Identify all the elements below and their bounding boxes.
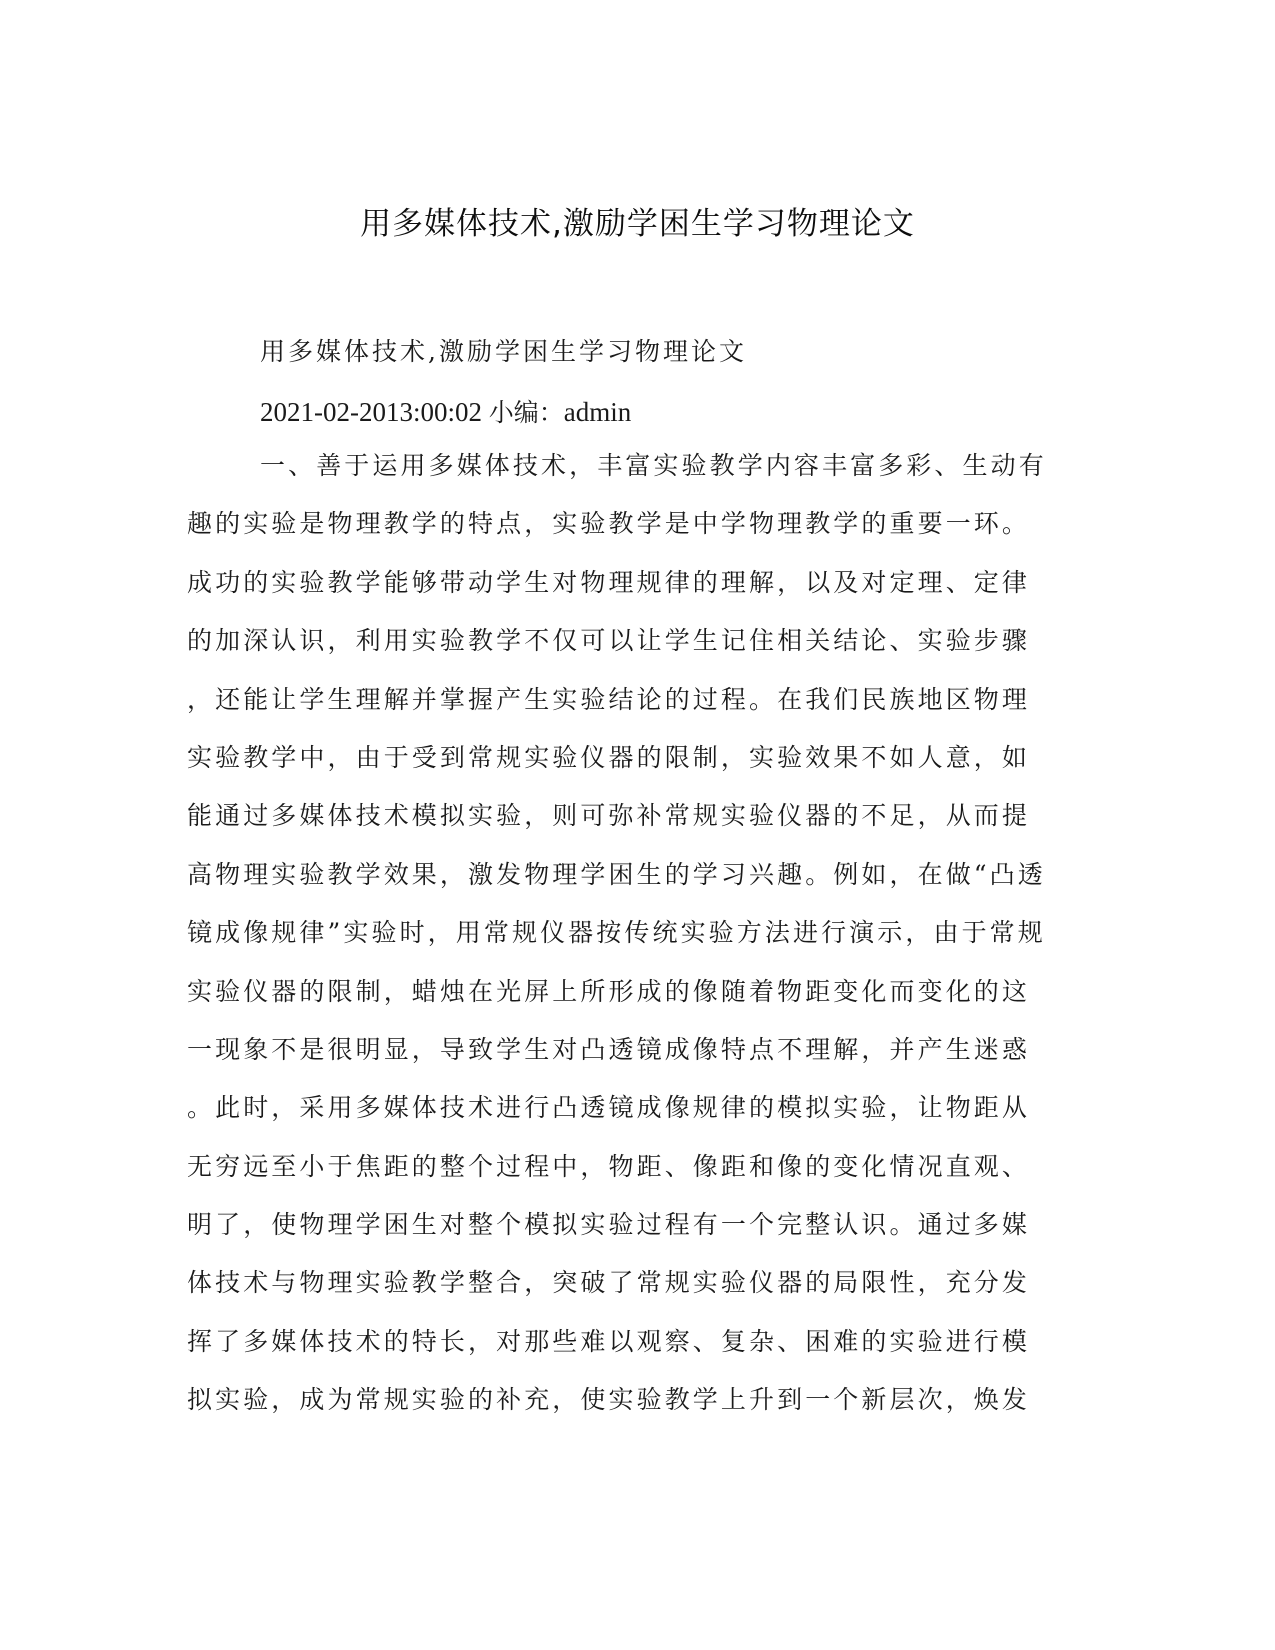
body-line: 高物理实验教学效果，激发物理学困生的学习兴趣。例如，在做“凸透 bbox=[187, 859, 1046, 889]
editor-name: admin bbox=[563, 397, 632, 427]
body-line: 成功的实验教学能够带动学生对物理规律的理解，以及对定理、定律 bbox=[187, 567, 1031, 597]
body-line: 无穷远至小于焦距的整个过程中，物距、像距和像的变化情况直观、 bbox=[187, 1151, 1031, 1181]
body-line: 一、善于运用多媒体技术，丰富实验教学内容丰富多彩、生动有 bbox=[260, 451, 1047, 480]
article-body bbox=[187, 437, 1059, 1430]
body-line: 实验教学中，由于受到常规实验仪器的限制，实验效果不如人意，如 bbox=[187, 742, 1031, 772]
article-meta bbox=[260, 392, 1142, 433]
body-line: 趣的实验是物理教学的特点，实验教学是中学物理教学的重要一环。 bbox=[187, 509, 1031, 539]
body-line: 一现象不是很明显，导致学生对凸透镜成像特点不理解，并产生迷惑 bbox=[187, 1034, 1031, 1064]
body-line: 拟实验，成为常规实验的补充，使实验教学上升到一个新层次，焕发 bbox=[187, 1385, 1031, 1415]
document-title: 用多媒体技术,激励学困生学习物理论文 bbox=[360, 206, 915, 242]
editor-label: 小编： bbox=[488, 398, 564, 427]
body-line: 实验仪器的限制，蜡烛在光屏上所形成的像随着物距变化而变化的这 bbox=[187, 976, 1031, 1006]
body-line: 能通过多媒体技术模拟实验，则可弥补常规实验仪器的不足，从而提 bbox=[187, 801, 1031, 831]
body-line: 体技术与物理实验教学整合，突破了常规实验仪器的局限性，充分发 bbox=[187, 1268, 1031, 1298]
body-line: 挥了多媒体技术的特长，对那些难以观察、复杂、困难的实验进行模 bbox=[187, 1326, 1031, 1356]
article-subtitle: 用多媒体技术,激励学困生学习物理论文 bbox=[260, 337, 747, 366]
body-line: 镜成像规律”实验时，用常规仪器按传统实验方法进行演示，由于常规 bbox=[187, 918, 1046, 948]
body-line: 的加深认识，利用实验教学不仅可以让学生记住相关结论、实验步骤 bbox=[187, 626, 1031, 656]
publish-datetime: 2021-02-2013:00:02 bbox=[260, 397, 482, 427]
body-line: ，还能让学生理解并掌握产生实验结论的过程。在我们民族地区物理 bbox=[187, 684, 1031, 714]
body-line: 明了，使物理学困生对整个模拟实验过程有一个完整认识。通过多媒 bbox=[187, 1210, 1031, 1240]
body-line: 。此时，采用多媒体技术进行凸透镜成像规律的模拟实验，让物距从 bbox=[187, 1093, 1031, 1123]
